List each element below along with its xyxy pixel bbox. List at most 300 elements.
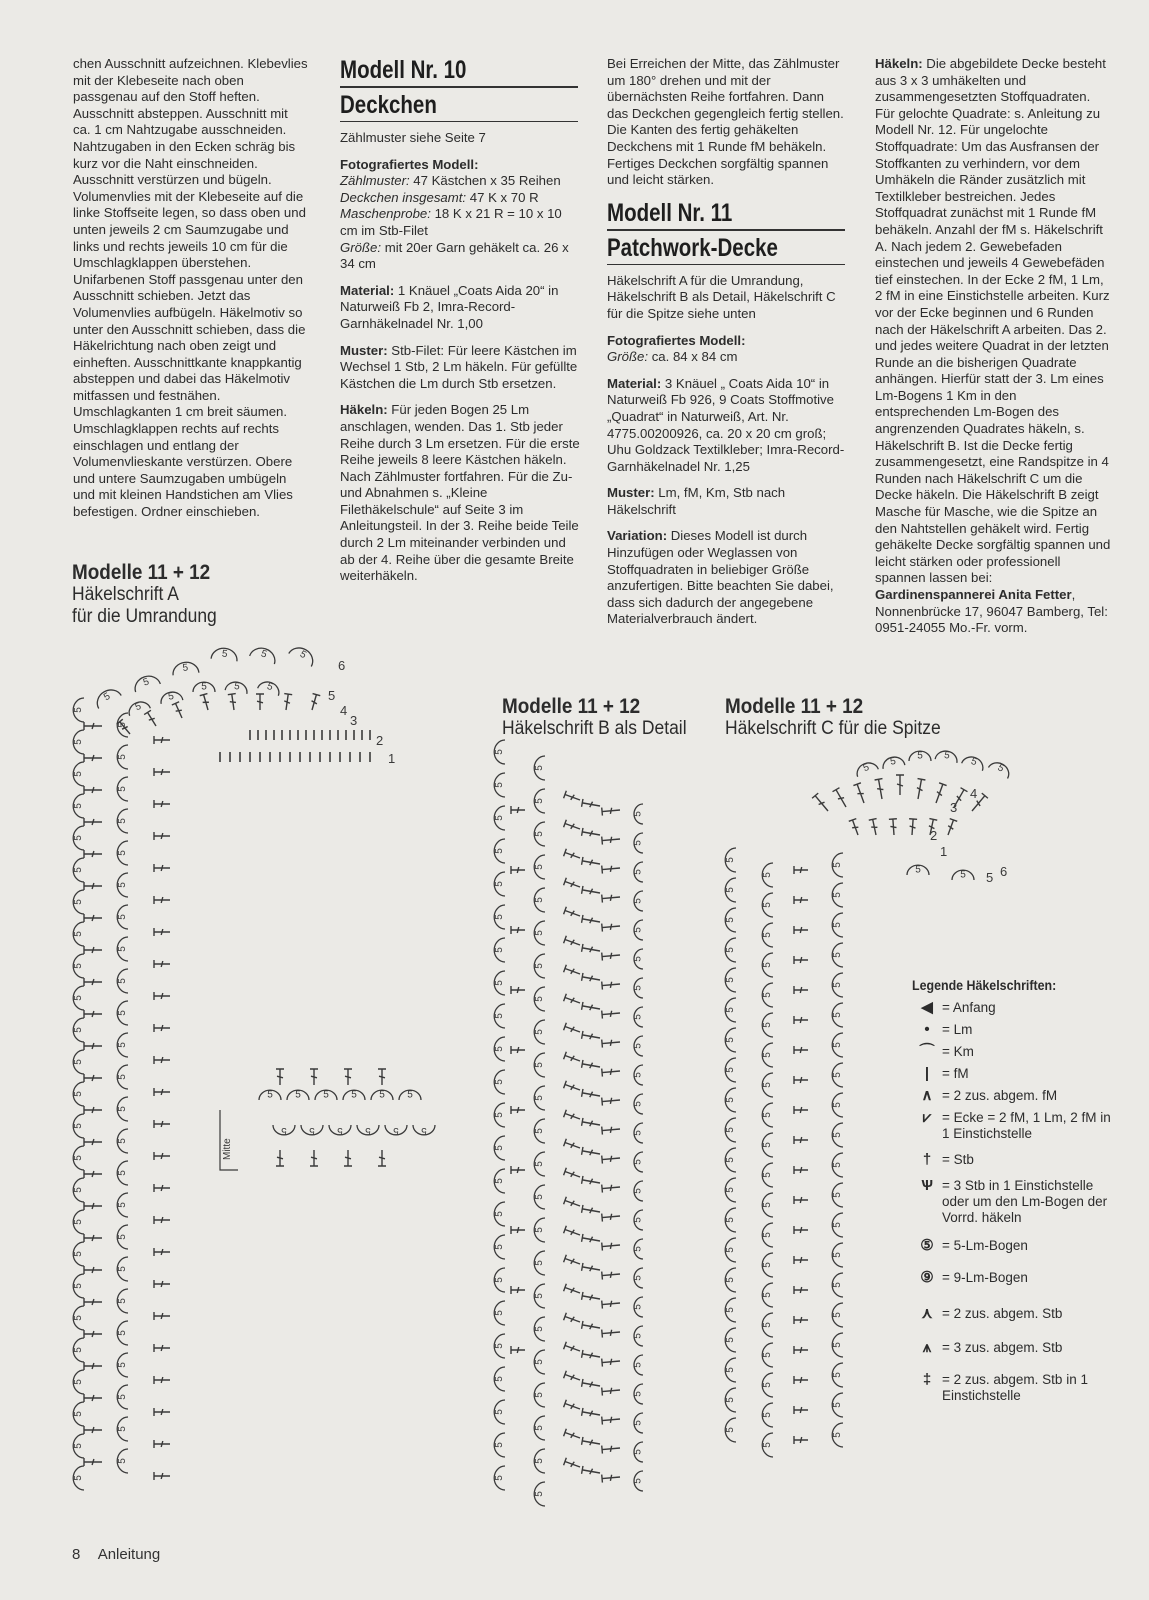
stb-stitch <box>84 754 102 762</box>
round-number: 5 <box>986 870 994 885</box>
stitch-stroke <box>602 1183 621 1193</box>
five-lm-arc <box>534 789 545 813</box>
arc-count-label: 5 <box>725 1307 736 1313</box>
arc-count-label: 5 <box>117 1106 128 1112</box>
paragraph: Volumenvlies mit der Klebeseite auf die linke Stoffseite legen, so dass oben und unten jeweils 2 cm Saumzugabe und links und rechts jeweils 10 cm für die Umschlagklappen überstehen. Unifarbenen Stoff passgenau unter den Ausschnitt schieben. Jetzt das Volumenvlies aufbügeln. Häkelmotiv so unter den Ausschnitt schieben, dass die Häkelrichtung nach oben zeigt und einheften. Ausschnittkante knappkantig absteppen und dabei das Häkelmotiv mitfassen und festnähen. <box>73 188 306 403</box>
spec-line: Größe: ca. 84 x 84 cm <box>607 349 738 365</box>
arc-count-label: 5 <box>494 1211 505 1217</box>
stb-stitch <box>896 775 904 795</box>
divider <box>340 121 578 122</box>
stitch-stroke <box>154 1472 170 1480</box>
pattern-reference: Häkelschrift A für die Umrandung, Häkelschrift B als Detail, Häkelschrift C für die Spitze siehe unten <box>607 272 836 321</box>
five-lm-arc <box>73 1210 84 1234</box>
five-lm-arc <box>117 969 128 993</box>
five-lm-arc <box>762 1043 773 1067</box>
stitch-stroke <box>582 1263 601 1274</box>
arc-count-label: 5 <box>117 914 128 920</box>
five-lm-arc <box>494 740 505 764</box>
five-lm-arc <box>494 1004 505 1028</box>
stb-stitch <box>84 882 102 890</box>
legend-item-label: = 2 zus. abgem. fM <box>942 1088 1058 1103</box>
five-lm-arc <box>73 1274 84 1298</box>
arc-count-label: 5 <box>632 1362 644 1368</box>
arc-count-label: 5 <box>141 676 151 689</box>
arc-count-label: 5 <box>632 898 644 904</box>
stitch-stroke <box>794 1346 808 1354</box>
five-lm-arc <box>832 913 843 937</box>
arc-count-label: 5 <box>534 963 545 969</box>
spec-line: Maschenprobe: 18 K x 21 R = 10 x 10 cm im Stb-Filet <box>340 206 562 238</box>
five-lm-arc <box>534 1449 545 1473</box>
five-lm-arc <box>494 905 505 929</box>
stb-stitch <box>84 818 102 826</box>
five-lm-arc <box>73 858 84 882</box>
arc-count-label: 5 <box>73 1379 84 1385</box>
arc-count-label: 5 <box>117 1170 128 1176</box>
stitch-stroke <box>582 944 601 955</box>
stitch-stroke <box>564 1139 582 1152</box>
arc-count-label: 5 <box>762 1202 773 1208</box>
stitch-stroke <box>582 1292 601 1303</box>
arc-count-label: 5 <box>73 1315 84 1321</box>
arc-count-label: 5 <box>73 1091 84 1097</box>
arc-count-label: 5 <box>725 917 736 923</box>
five-lm-arc <box>494 773 505 797</box>
arc-count-label: 5 <box>762 1442 773 1448</box>
arc-count-label: 5 <box>494 1112 505 1118</box>
five-lm-arc <box>633 1268 644 1288</box>
arc-count-label: 5 <box>915 864 921 876</box>
arc-count-label: 5 <box>762 1172 773 1178</box>
arc-count-label: 5 <box>632 956 644 962</box>
stb-stitch <box>154 1184 170 1192</box>
stitch-stroke <box>582 1234 601 1245</box>
arc-count-label: 5 <box>494 881 505 887</box>
arc-count-label: 5 <box>117 1138 128 1144</box>
five-lm-arc <box>73 1114 84 1138</box>
arc-count-label: 5 <box>494 1079 505 1085</box>
five-lm-arc <box>534 1086 545 1110</box>
five-lm-arc <box>832 883 843 907</box>
five-lm-arc <box>385 1125 407 1136</box>
five-lm-arc <box>73 1050 84 1074</box>
five-lm-arc <box>762 1103 773 1127</box>
five-lm-arc <box>534 1482 545 1506</box>
arc-count-label: 5 <box>117 1362 128 1368</box>
arc-count-label: 5 <box>725 1397 736 1403</box>
variation: Variation: Dieses Modell ist durch Hinzufügen oder Weglassen von Stoffquadraten in beliebiger Größe anzufertigen. Bitte beachten Sie dabei, dass sich dadurch der angegebene Materialverbrauch ändert. <box>607 528 834 627</box>
five-lm-arc <box>534 855 545 879</box>
stb-stitch <box>582 1408 601 1419</box>
stb-stitch <box>794 986 808 994</box>
three-stb-icon: Ѱ <box>920 1177 934 1194</box>
arc-count-label: 5 <box>762 1082 773 1088</box>
stb-stitch <box>154 1120 170 1128</box>
five-lm-arc <box>633 891 644 911</box>
stb-stitch <box>511 806 525 814</box>
stb-stitch <box>794 1316 808 1324</box>
five-lm-arc <box>117 1225 128 1249</box>
arc-count-label: 5 <box>725 1007 736 1013</box>
stb-stitch <box>582 1466 601 1477</box>
divider <box>607 229 845 231</box>
stb-stitch <box>794 1076 808 1084</box>
stb-stitch <box>794 956 808 964</box>
arc-count-label: 5 <box>762 992 773 998</box>
stb-stitch <box>378 1150 386 1166</box>
five-lm-arc <box>73 1434 84 1458</box>
stitch-stroke <box>564 1342 582 1355</box>
stitch-stroke <box>602 951 621 961</box>
five-lm-arc <box>301 1125 323 1136</box>
two-stb-together-icon: ⋏ <box>921 1305 933 1322</box>
arc-count-label: 5 <box>832 1072 843 1078</box>
arc-count-label: 5 <box>832 1432 843 1438</box>
five-lm-arc <box>725 1208 736 1232</box>
stb-stitch <box>276 1069 284 1085</box>
stb-stitch <box>582 886 601 897</box>
legend-item <box>912 1044 1112 1060</box>
stitch-stroke <box>602 1270 621 1280</box>
stb-stitch <box>602 1444 621 1454</box>
stitch-stroke <box>344 1069 352 1085</box>
stitch-stroke <box>154 1376 170 1384</box>
five-lm-arc <box>725 1238 736 1262</box>
stitch-stroke <box>84 1362 102 1370</box>
five-lm-arc <box>534 1152 545 1176</box>
five-lm-arc <box>633 1384 644 1404</box>
arc-count-label: 5 <box>117 882 128 888</box>
stitch-stroke <box>84 1202 102 1210</box>
legend-item <box>912 1000 1112 1016</box>
stitch-stroke <box>154 1312 170 1320</box>
arc-count-label: 5 <box>632 1101 644 1107</box>
pattern: Muster: Stb-Filet: Für leere Kästchen im Wechsel 1 Stb, 2 Lm häkeln. Für gefüllte Kästchen die Lm durch Stb ersetzen. <box>340 342 578 391</box>
stitch-stroke <box>582 886 601 897</box>
five-lm-arc <box>73 762 84 786</box>
arc-count-label: 5 <box>725 1337 736 1343</box>
stitch-stroke <box>154 1120 170 1128</box>
round-number: 5 <box>328 688 336 703</box>
arc-count-label: 5 <box>725 1157 736 1163</box>
stb-stitch <box>511 1286 525 1294</box>
stitch-stroke <box>853 783 867 805</box>
stb-stitch <box>228 694 238 711</box>
arc-count-label: 5 <box>632 1014 644 1020</box>
stitch-stroke <box>914 779 925 800</box>
stb-stitch <box>602 1299 621 1309</box>
arc-count-label: 5 <box>943 749 951 762</box>
arc-count-label: 5 <box>832 1342 843 1348</box>
spec-line: Zählmuster: 47 Kästchen x 35 Reihen <box>340 173 561 189</box>
legend-item-label: = 3 zus. abgem. Stb <box>942 1340 1063 1355</box>
stitch-stroke <box>794 866 808 874</box>
arc-count-label: 5 <box>73 1283 84 1289</box>
stb-stitch <box>154 1088 170 1096</box>
stb-stitch <box>582 1002 601 1013</box>
stitch-stroke <box>582 1437 601 1448</box>
stb-stitch <box>154 1056 170 1064</box>
stitch-stroke <box>932 783 946 805</box>
arc-count-label: 5 <box>632 1072 644 1078</box>
arc-count-label: 5 <box>762 1232 773 1238</box>
stb-stitch <box>84 1266 102 1274</box>
stb-stitch <box>794 1046 808 1054</box>
five-lm-arc <box>633 1239 644 1259</box>
stitch-stroke <box>889 819 898 836</box>
five-lm-arc <box>725 908 736 932</box>
arc-count-label: 5 <box>297 648 309 662</box>
stitch-stroke <box>511 1046 525 1054</box>
arc-count-label: 5 <box>73 1347 84 1353</box>
arc-count-label: 5 <box>494 1475 505 1481</box>
five-lm-arc-icon: ⑤ <box>920 1237 934 1254</box>
five-lm-arc <box>832 1213 843 1237</box>
legend-item <box>912 1238 1112 1254</box>
stb-stitch <box>511 926 525 934</box>
five-lm-arc <box>762 1283 773 1307</box>
arc-count-label: 5 <box>182 662 189 675</box>
arc-count-label: 5 <box>725 1037 736 1043</box>
stb-stitch <box>564 1400 582 1413</box>
five-lm-arc <box>633 1152 644 1172</box>
stitch-stroke <box>564 1313 582 1326</box>
legend-item-label: = Anfang <box>942 1000 996 1015</box>
stitch-stroke <box>602 864 621 874</box>
stb-stitch <box>154 1344 170 1352</box>
five-lm-arc <box>494 1301 505 1325</box>
stitch-stroke <box>84 850 102 858</box>
arc-count-label: 5 <box>534 1095 545 1101</box>
arc-count-label: 5 <box>494 848 505 854</box>
nine-lm-arc-icon: ⑨ <box>920 1269 934 1286</box>
five-lm-arc <box>725 878 736 902</box>
stitch-stroke <box>602 1241 621 1251</box>
stitch-stroke <box>875 779 886 800</box>
arc-count-label: 5 <box>534 1260 545 1266</box>
five-lm-arc <box>534 921 545 945</box>
arc-count-label: 5 <box>494 1277 505 1283</box>
arc-count-label: 5 <box>494 1409 505 1415</box>
figure-c-title: Modelle 11 + 12 <box>725 695 864 718</box>
stitch-stroke <box>84 1298 102 1306</box>
arc-count-label: 5 <box>632 1275 644 1281</box>
arc-count-label: 5 <box>832 982 843 988</box>
stitch-stroke <box>511 1286 525 1294</box>
model-10-subtitle: Deckchen <box>340 91 437 119</box>
legend-item-label: = 5-Lm-Bogen <box>942 1238 1028 1253</box>
stb-stitch <box>154 1152 170 1160</box>
stitch-stroke <box>602 1357 621 1367</box>
legend-item <box>912 1340 1112 1356</box>
legend-item <box>912 1270 1112 1286</box>
stb-stitch <box>144 710 159 728</box>
five-lm-arc <box>762 1373 773 1397</box>
five-lm-arc <box>725 998 736 1022</box>
stitch-stroke <box>84 1426 102 1434</box>
five-lm-arc <box>73 986 84 1010</box>
arc-count-label: 5 <box>117 1458 128 1464</box>
stb-stitch <box>582 944 601 955</box>
stitch-stroke <box>582 857 601 868</box>
five-lm-arc <box>762 1163 773 1187</box>
stitch-stroke <box>154 960 170 968</box>
page-number: 8 <box>72 1546 81 1563</box>
stb-stitch <box>154 768 170 776</box>
five-lm-arc <box>73 954 84 978</box>
stb-stitch <box>602 1067 621 1077</box>
five-lm-arc <box>494 1466 505 1490</box>
stitch-stroke <box>564 1371 582 1384</box>
five-lm-arc <box>762 953 773 977</box>
stitch-stroke <box>564 1458 582 1471</box>
five-lm-arc <box>534 1185 545 1209</box>
five-lm-arc <box>534 987 545 1011</box>
five-lm-arc <box>725 1058 736 1082</box>
arc-count-label: 5 <box>534 1128 545 1134</box>
arc-count-label: 5 <box>117 722 128 728</box>
arc-count-label: 5 <box>379 1089 385 1101</box>
column-1 <box>73 56 309 531</box>
stb-stitch <box>582 1234 601 1245</box>
arc-count-label: 5 <box>725 1217 736 1223</box>
arc-count-label: 5 <box>832 1162 843 1168</box>
five-lm-arc <box>117 1257 128 1281</box>
stb-stitch <box>564 1284 582 1297</box>
spec-line: Deckchen insgesamt: 47 K x 70 R <box>340 189 539 205</box>
stitch-stroke <box>602 1125 621 1135</box>
stitch-stroke <box>582 1205 601 1216</box>
section-heading: Fotografiertes Modell: <box>340 156 479 172</box>
stitch-stroke <box>794 1436 808 1444</box>
stb-stitch <box>84 1394 102 1402</box>
stb-stitch <box>84 914 102 922</box>
stb-stitch <box>84 1426 102 1434</box>
stb-stitch <box>602 1183 621 1193</box>
stitch-stroke <box>511 1226 525 1234</box>
five-lm-arc <box>832 1063 843 1087</box>
stb-stitch <box>564 1226 582 1239</box>
five-lm-arc <box>832 1423 843 1447</box>
stb-stitch <box>154 1312 170 1320</box>
stb-stitch <box>84 1106 102 1114</box>
stitch-stroke <box>602 1096 621 1106</box>
arc-count-label: 5 <box>832 1312 843 1318</box>
stb-stitch <box>794 1196 808 1204</box>
five-lm-arc <box>633 1442 644 1462</box>
stitch-stroke <box>84 1458 102 1466</box>
stb-stitch <box>794 926 808 934</box>
arc-count-label: 5 <box>725 1427 736 1433</box>
five-lm-arc <box>762 923 773 947</box>
five-lm-arc <box>73 794 84 818</box>
stitch-stroke <box>794 1226 808 1234</box>
five-lm-arc <box>494 1334 505 1358</box>
figure-c-subtitle: Häkelschrift C für die Spitze <box>725 718 941 739</box>
stitch-stroke <box>944 819 957 837</box>
stitch-stroke <box>154 1216 170 1224</box>
arc-count-label: 5 <box>725 1067 736 1073</box>
five-lm-arc <box>725 1358 736 1382</box>
material: Material: 1 Knäuel „Coats Aida 20“ in Naturweiß Fb 2, Imra-Record-Garnhäkelnadel Nr. 1,00 <box>340 282 559 331</box>
arc-count-label: 5 <box>73 1411 84 1417</box>
stb-stitch <box>564 1168 582 1181</box>
stb-stitch <box>602 1357 621 1367</box>
arc-count-label: 5 <box>117 786 128 792</box>
five-lm-arc <box>494 1400 505 1424</box>
stitch-stroke <box>582 1089 601 1100</box>
arc-count-label: 5 <box>762 1292 773 1298</box>
stitch-stroke <box>564 1255 582 1268</box>
arc-count-label: 5 <box>534 765 545 771</box>
stitch-stroke <box>154 736 170 744</box>
stb-stitch <box>564 936 582 949</box>
divider <box>340 86 578 88</box>
stb-stitch <box>310 1069 318 1085</box>
arc-count-label: 5 <box>73 867 84 873</box>
stitch-stroke <box>84 1138 102 1146</box>
stitch-stroke <box>794 1376 808 1384</box>
stb-stitch <box>602 806 621 816</box>
stb-stitch <box>154 1216 170 1224</box>
stb-stitch <box>564 1081 582 1094</box>
five-lm-arc <box>832 1393 843 1417</box>
stb-stitch <box>511 1226 525 1234</box>
arc-count-label: 5 <box>421 1124 427 1136</box>
stb-stitch <box>944 819 957 837</box>
arc-count-label: 5 <box>117 818 128 824</box>
stb-stitch <box>276 1150 284 1166</box>
five-lm-arc <box>172 661 199 675</box>
arc-count-label: 5 <box>762 1142 773 1148</box>
page-footer <box>72 1546 174 1563</box>
five-lm-arc <box>633 1036 644 1056</box>
fm-bar-icon: | <box>924 1065 930 1082</box>
stitch-stroke <box>582 1176 601 1187</box>
five-lm-arc <box>633 862 644 882</box>
arc-count-label: 5 <box>117 754 128 760</box>
arc-count-label: 5 <box>889 755 897 768</box>
paragraph: chen Ausschnitt aufzeichnen. Klebevlies mit der Klebeseite nach oben passgenau auf den Stoff heften. Ausschnitt absteppen. Ausschnitt mit ca. 1 cm Nahtzugabe ausschneiden. Nahtzugaben in den Ecken schräg bis kurz vor die Naht einschneiden. Ausschnitt verstürzen und bügeln. <box>73 56 308 188</box>
five-lm-arc <box>117 1385 128 1409</box>
stb-stitch <box>602 951 621 961</box>
five-lm-arc <box>935 749 959 764</box>
stitch-stroke <box>602 1299 621 1309</box>
arc-count-label: 5 <box>494 947 505 953</box>
divider <box>607 264 845 265</box>
stitch-stroke <box>84 914 102 922</box>
stb-stitch <box>564 1255 582 1268</box>
stb-stitch <box>932 783 946 805</box>
five-lm-arc <box>534 954 545 978</box>
stb-stitch <box>344 1069 352 1085</box>
stitch-stroke <box>602 980 621 990</box>
stitch-stroke <box>144 710 159 728</box>
stitch-stroke <box>582 1408 601 1419</box>
five-lm-arc <box>273 1125 295 1136</box>
arc-count-label: 5 <box>762 1022 773 1028</box>
five-lm-arc <box>494 1136 505 1160</box>
arc-count-label: 5 <box>534 1458 545 1464</box>
arc-count-label: 5 <box>632 1449 644 1455</box>
paragraph: Umschlagkanten 1 cm breit säumen. Umschlagklappen rechts auf rechts einschlagen und entlang der Volumenvlieskante verstürzen. Obere und untere Saumzugaben umbügeln und mit kleinen Handstichen am Vlies befestigen. Ordner einschieben. <box>73 404 293 520</box>
stitch-stroke <box>564 878 582 891</box>
arc-count-label: 5 <box>632 1420 644 1426</box>
stitch-stroke <box>794 1316 808 1324</box>
arc-count-label: 5 <box>762 902 773 908</box>
stb-stitch <box>84 1362 102 1370</box>
stb-stitch <box>564 1371 582 1384</box>
